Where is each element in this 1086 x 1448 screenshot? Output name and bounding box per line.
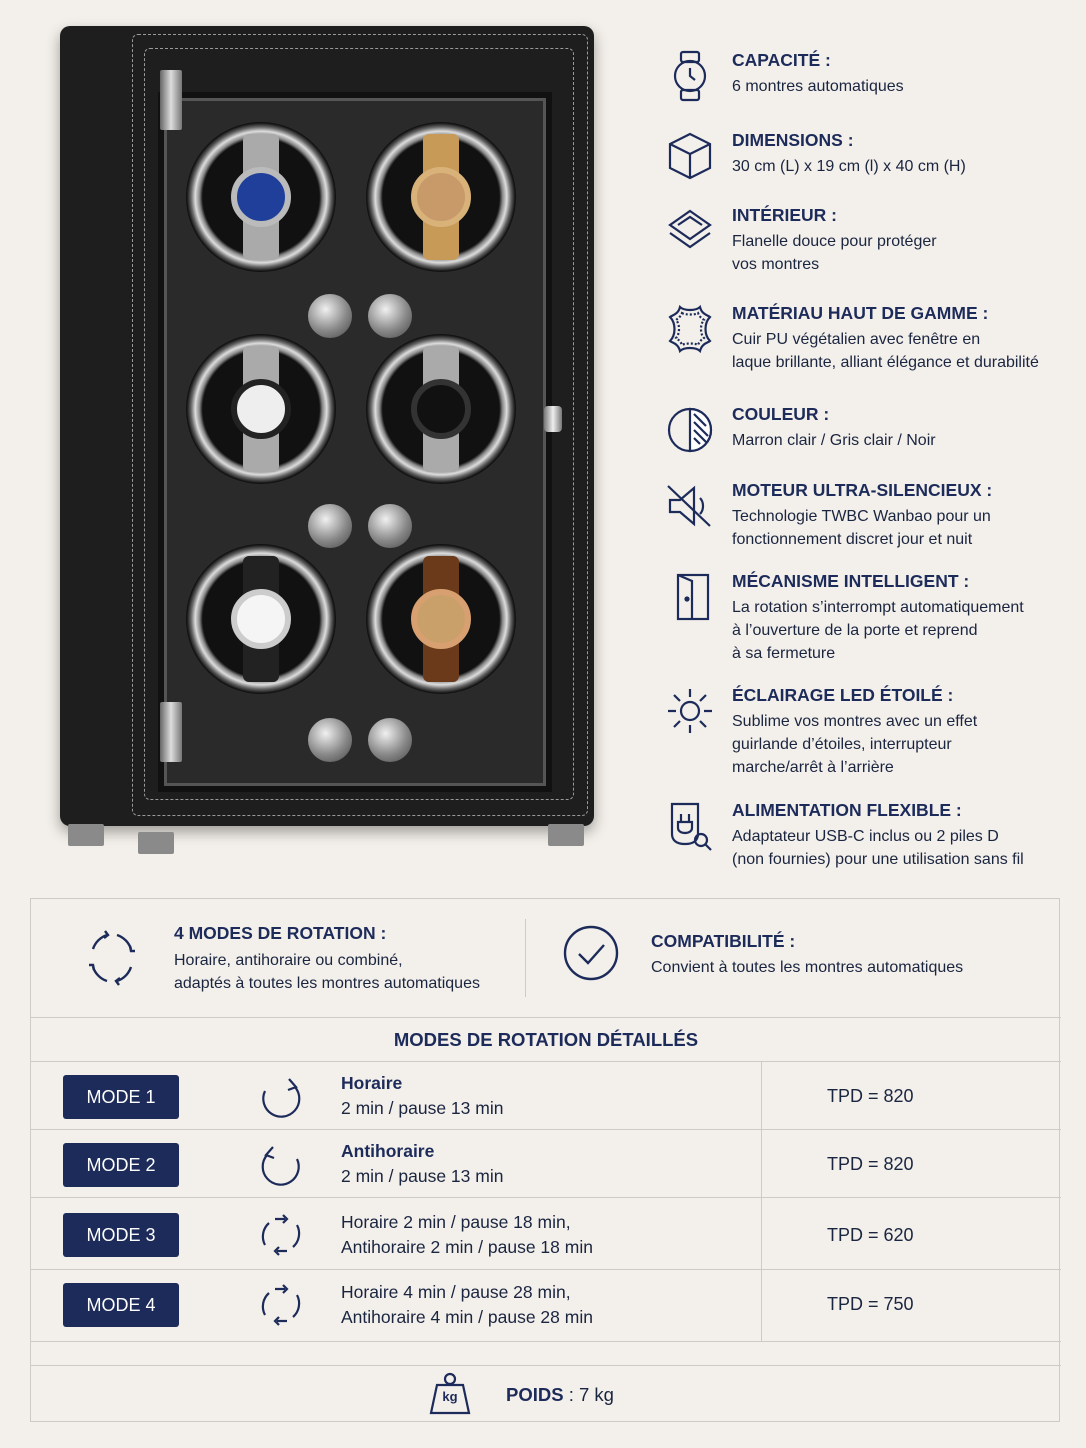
door-icon (664, 571, 716, 623)
bidirectional-icon (255, 1213, 307, 1257)
mode-3-text: Horaire 2 min / pause 18 min, Antihoraire 2 min / pause 18 min (341, 1212, 593, 1257)
mode-4-badge: MODE 4 (63, 1283, 179, 1327)
bidirectional-icon (255, 1283, 307, 1327)
counterclockwise-icon (255, 1143, 307, 1187)
mode-4-text: Horaire 4 min / pause 28 min, Antihoraire 4 min / pause 28 min (341, 1282, 593, 1327)
watch-pod-2 (366, 122, 516, 272)
plug-icon (664, 800, 716, 852)
door-handle (544, 406, 562, 432)
mode-2-tpd: TPD = 820 (827, 1154, 914, 1174)
compatibility-title: COMPATIBILITÉ : (651, 931, 796, 951)
sun-icon (664, 685, 716, 737)
check-circle-icon (561, 923, 621, 983)
glass-door (158, 92, 552, 792)
watch-icon (664, 50, 716, 102)
weight-icon-label: kg (442, 1389, 458, 1404)
compatibility-desc: Convient à toutes les montres automatiques (651, 959, 964, 976)
mode-2-text: Antihoraire 2 min / pause 13 min (341, 1141, 504, 1186)
layers-icon (664, 205, 716, 257)
mode-4-tpd: TPD = 750 (827, 1294, 914, 1314)
watch-pod-4 (366, 334, 516, 484)
product-image (58, 26, 598, 856)
specs-panel (30, 898, 1060, 1422)
weight-text: POIDS : 7 kg (506, 1384, 614, 1405)
mode-1-badge: MODE 1 (63, 1075, 179, 1119)
leather-icon (664, 303, 716, 355)
rotation-modes-icon (81, 927, 143, 989)
mode-2-badge: MODE 2 (63, 1143, 179, 1187)
mute-speaker-icon (664, 480, 716, 532)
rotation-modes-desc: Horaire, antihoraire ou combiné, adaptés à toutes les montres automatiques (174, 952, 480, 992)
modes-heading: MODES DE ROTATION DÉTAILLÉS (393, 1029, 699, 1050)
watch-pod-6 (366, 544, 516, 694)
clockwise-icon (255, 1075, 307, 1119)
watch-pod-3 (186, 334, 336, 484)
rotation-modes-title: 4 MODES DE ROTATION : (174, 923, 387, 943)
watch-pod-1 (186, 122, 336, 272)
mode-1-tpd: TPD = 820 (827, 1086, 914, 1106)
color-circle-icon (664, 404, 716, 456)
watch-pod-5 (186, 544, 336, 694)
mode-3-tpd: TPD = 620 (827, 1225, 914, 1245)
mode-3-badge: MODE 3 (63, 1213, 179, 1257)
mode-1-text: Horaire 2 min / pause 13 min (341, 1073, 504, 1118)
watch-winder-cabinet (60, 26, 594, 826)
cube-icon (664, 130, 716, 182)
